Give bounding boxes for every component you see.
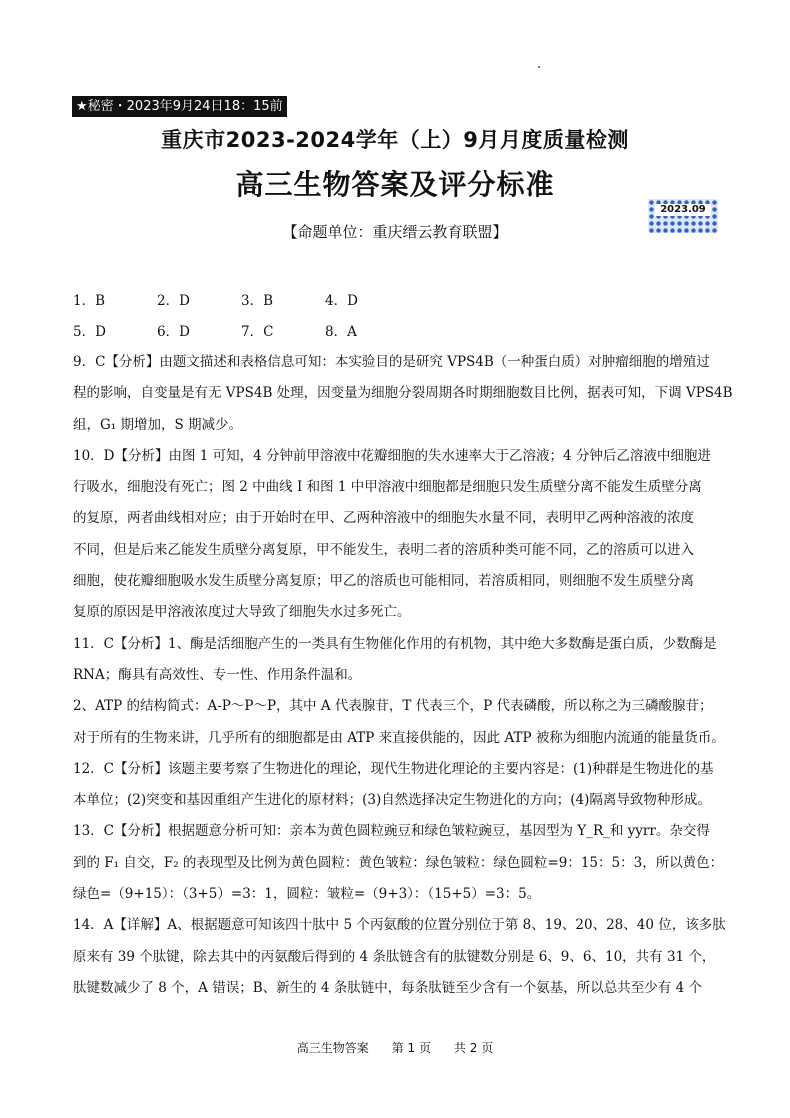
text-line: 不同，但是后来乙能发生质壁分离复原，甲不能发生，表明二者的溶质种类可能不同，乙的溶质可以进入 xyxy=(73,541,694,558)
answer-item: 4．D xyxy=(325,293,358,309)
answer-item: 5．D xyxy=(73,324,106,340)
issuing-unit: 【命题单位：重庆缙云教育联盟】 xyxy=(282,223,508,241)
footer-page-prefix: 第 xyxy=(391,1041,404,1055)
page-footer xyxy=(0,1039,790,1056)
text-line: 程的影响，自变量是有无 VPS4B 处理，因变量为细胞分裂周期各时期细胞数目比例，据表可知，下调 VPS4B xyxy=(73,385,733,402)
text-line: 14．A【详解】A、根据题意可知该四十肽中 5 个丙氨酸的位置分别位于第 8、19、20、28、40 位，该多肽 xyxy=(73,917,726,934)
text-line: 2、ATP 的结构简式：A-P～P～P，其中 A 代表腺苷，T 代表三个，P 代表磷酸，所以称之为三磷酸腺苷； xyxy=(73,698,713,715)
text-line: 细胞，使花瓣细胞吸水发生质壁分离复原；甲乙的溶质也可能相同，若溶质相同，则细胞不发生质壁分离 xyxy=(73,573,694,590)
answer-item: 3．B xyxy=(241,293,274,309)
footer-total-number: 2 xyxy=(469,1041,478,1055)
text-line: 9．C【分析】由题文描述和表格信息可知：本实验目的是研究 VPS4B（一种蛋白质）对肿瘤细胞的增殖过 xyxy=(73,354,710,370)
answer-item: 6．D xyxy=(157,324,190,340)
answer-item: 7．C xyxy=(241,324,274,340)
text-line: 原来有 39 个肽键，除去其中的丙氨酸后得到的 4 条肽链含有的肽键数分别是 6、9、6、10，共有 31 个， xyxy=(73,948,716,965)
text-line: 13．C【分析】根据题意分析可知：亲本为黄色圆粒豌豆和绿色皱粒豌豆，基因型为 Y_R_和 yyrr。杂交得 xyxy=(73,823,710,840)
text-line: 10．D【分析】由图 1 可知，4 分钟前甲溶液中花瓣细胞的失水速率大于乙溶液；4 分钟后乙溶液中细胞进 xyxy=(73,447,711,464)
footer-total-suffix: 页 xyxy=(481,1041,494,1055)
answer-row xyxy=(73,289,409,320)
text-line: 的复原，两者曲线相对应；由于开始时在甲、乙两种溶液中的细胞失水量不同，表明甲乙两种溶液的浓度 xyxy=(73,510,694,527)
footer-page-number: 1 xyxy=(407,1041,416,1055)
text-line: RNA；酶具有高效性、专一性、作用条件温和。 xyxy=(73,666,362,683)
text-line: 对于所有的生物来讲，几乎所有的细胞都是由 ATP 来直接供能的，因此 ATP 被称为细胞内流通的能量货币。 xyxy=(73,729,725,746)
text-line: 绿色=（9+15）：（3+5）=3：1，圆粒：皱粒=（9+3）：（15+5）=3：5。 xyxy=(73,886,541,903)
date-badge-text: 2023.09 xyxy=(655,204,711,216)
text-line: 11．C【分析】1、酶是活细胞产生的一类具有生物催化作用的有机物，其中绝大多数酶是蛋白质，少数酶是 xyxy=(73,635,717,652)
text-line: 复原的原因是甲溶液浓度过大导致了细胞失水过多死亡。 xyxy=(73,604,411,621)
answer-grid xyxy=(73,289,409,351)
footer-total-prefix: 共 xyxy=(453,1041,466,1055)
footer-subject: 高三生物答案 xyxy=(296,1041,369,1055)
answer-item: 8．A xyxy=(325,324,357,340)
text-line: 行吸水，细胞没有死亡；图 2 中曲线 I 和图 1 中甲溶液中细胞都是细胞只发生质壁分离不能发生质壁分离 xyxy=(73,479,702,496)
footer-page-suffix: 页 xyxy=(418,1041,431,1055)
analysis-body xyxy=(73,347,733,1004)
confidential-label: ★秘密・2023年9月24日18：15前 xyxy=(72,96,287,117)
exam-title: 重庆市2023-2024学年（上）9月月度质量检测 xyxy=(161,128,629,152)
document-title: 高三生物答案及评分标准 xyxy=(235,168,555,201)
text-line: 到的 F₁ 自交，F₂ 的表现型及比例为黄色圆粒：黄色皱粒：绿色皱粒：绿色圆粒=9：15：5：3，所以黄色： xyxy=(73,854,724,871)
scan-dot xyxy=(538,66,540,68)
text-line: 肽键数减少了 8 个，A 错误；B、新生的 4 条肽链中，每条肽链至少含有一个氨基，所以总共至少有 4 个 xyxy=(73,979,702,996)
text-line: 组，G₁ 期增加，S 期减少。 xyxy=(73,416,243,433)
answer-item: 2．D xyxy=(157,293,190,309)
text-line: 12．C【分析】该题主要考察了生物进化的理论，现代生物进化理论的主要内容是：(1)种群是生物进化的基 xyxy=(73,760,714,777)
answer-item: 1．B xyxy=(73,293,106,309)
text-line: 本单位；(2)突变和基因重组产生进化的原材料；(3)自然选择决定生物进化的方向；(4)隔离导致物种形成。 xyxy=(73,792,711,809)
